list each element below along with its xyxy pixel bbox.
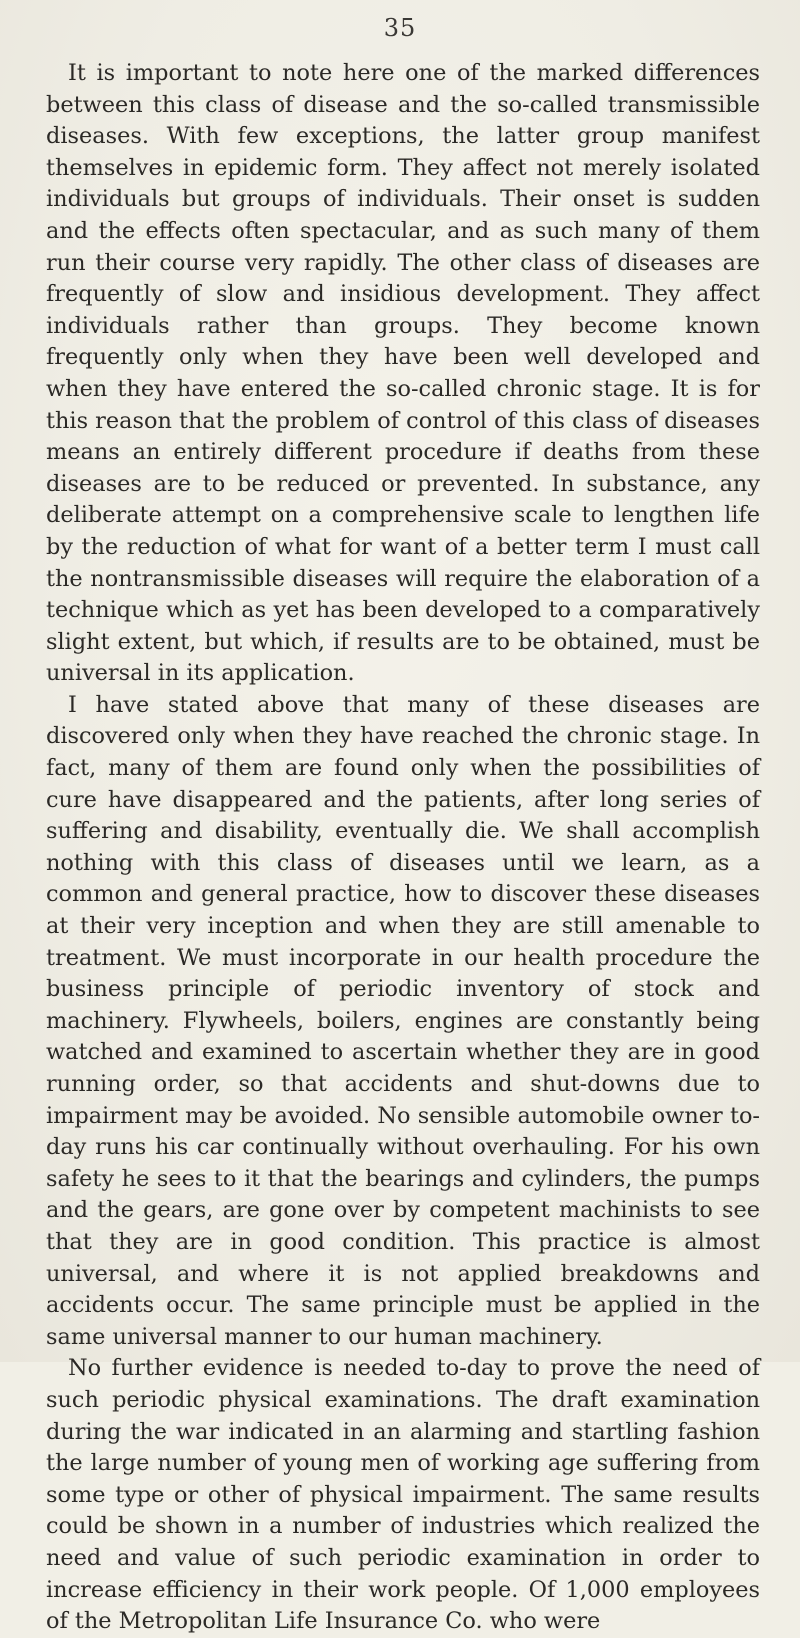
paragraph-1: It is important to note here one of the marked differences between this class of disease and the so-called transmissible diseases. With few exceptions, the latter group manifest themselves in epidemic form. They affect not merely isolated individuals but groups of individuals. Their onset is sudden and the effects often spectacular, and as such many of them run their course very rapidly. The other class of diseases are frequently of slow and insidious development. They affect individuals rather than groups. They become known frequently only when they have been well developed and when they have entered the so-called chronic stage. It is for this reason that the problem of control of this class of diseases means an entirely different procedure if deaths from these diseases are to be reduced or prevented. In substance, any deliberate attempt on a comprehensive scale to lengthen life by the reduction of what for want of a better term I must call the nontransmissible diseases will require the elaboration of a technique which as yet has been developed to a comparatively slight extent, but which, if results are to be obtained, must be universal in its application. <box>46 60 760 687</box>
body-text <box>46 58 760 1638</box>
page-number: 35 <box>383 14 417 42</box>
paragraph-3: No further evidence is needed to-day to prove the need of such periodic physical examinations. The draft examination during the war indicated in an alarming and startling fashion the large number of young men of working age suffering from some type or other of physical impairment. The same results could be shown in a number of industries which realized the need and value of such periodic examination in order to increase efficiency in their work people. Of 1,000 employees of the Metropolitan Life Insurance Co. who were <box>46 1355 760 1635</box>
paragraph-2: I have stated above that many of these diseases are discovered only when they have reached the chronic stage. In fact, many of them are found only when the possibilities of cure have disappeared and the patients, after long series of suffering and disability, eventually die. We shall accomplish nothing with this class of diseases until we learn, as a common and general practice, how to discover these diseases at their very inception and when they are still amenable to treatment. We must incorporate in our health procedure the business principle of periodic inventory of stock and machinery. Flywheels, boilers, engines are constantly being watched and examined to ascertain whether they are in good running order, so that accidents and shut-downs due to impairment may be avoided. No sensible automobile owner to-day runs his car continually without overhauling. For his own safety he sees to it that the bearings and cylinders, the pumps and the gears, are gone over by competent machinists to see that they are in good condition. This practice is almost universal, and where it is not applied breakdowns and accidents occur. The same principle must be applied in the same universal manner to our human machinery. <box>46 691 760 1350</box>
